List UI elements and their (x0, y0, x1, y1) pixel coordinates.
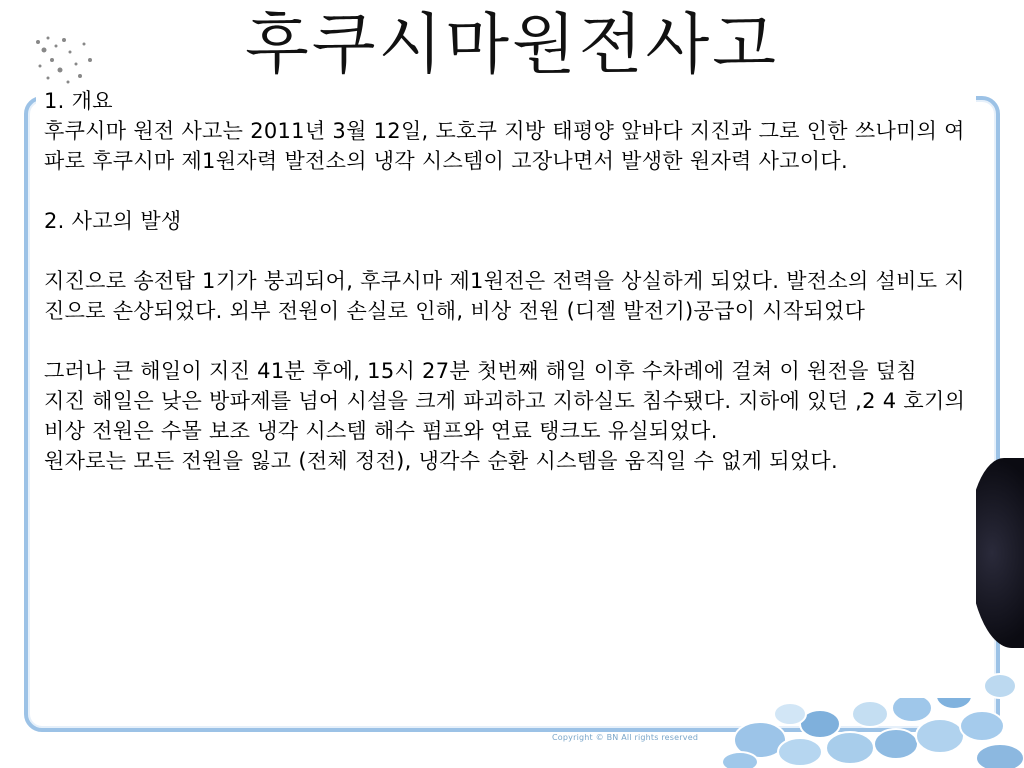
section-heading-overview: 1. 개요 (44, 89, 113, 113)
paragraph-tsunami-arrival: 그러나 큰 해일이 지진 41분 후에, 15시 27분 첫번째 해일 이후 수차례에 걸쳐 이 원전을 덮침 (44, 359, 917, 383)
body-text (44, 86, 972, 476)
copyright-text: Copyright © BN All rights reserved (552, 733, 699, 742)
paragraph-power-loss: 지진으로 송전탑 1기가 붕괴되어, 후쿠시마 제1원전은 전력을 상실하게 되었다. 발전소의 설비도 지진으로 손상되었다. 외부 전원이 손실로 인해, 비상 전원 (디젤 발전기)공급이 시작되었다 (44, 269, 965, 323)
section-heading-occurrence: 2. 사고의 발생 (44, 209, 182, 233)
paragraph-blackout: 원자로는 모든 전원을 잃고 (전체 정전), 냉각수 순환 시스템을 움직일 수 없게 되었다. (44, 449, 838, 473)
page-title: 후쿠시마원전사고 (244, 6, 780, 83)
overview-paragraph: 후쿠시마 원전 사고는 2011년 3월 12일, 도호쿠 지방 태평양 앞바다 지진과 그로 인한 쓰나미의 여파로 후쿠시마 제1원자력 발전소의 냉각 시스템이 고장나면서 발생한 원자력 사고이다. (44, 119, 965, 173)
paragraph-damage: 지진 해일은 낮은 방파제를 넘어 시설을 크게 파괴하고 지하실도 침수됐다. 지하에 있던 ,2 4 호기의 비상 전원은 수몰 보조 냉각 시스템 해수 펌프와 연료 탱크도 유실되었다. (44, 389, 966, 443)
content-panel (36, 86, 976, 698)
